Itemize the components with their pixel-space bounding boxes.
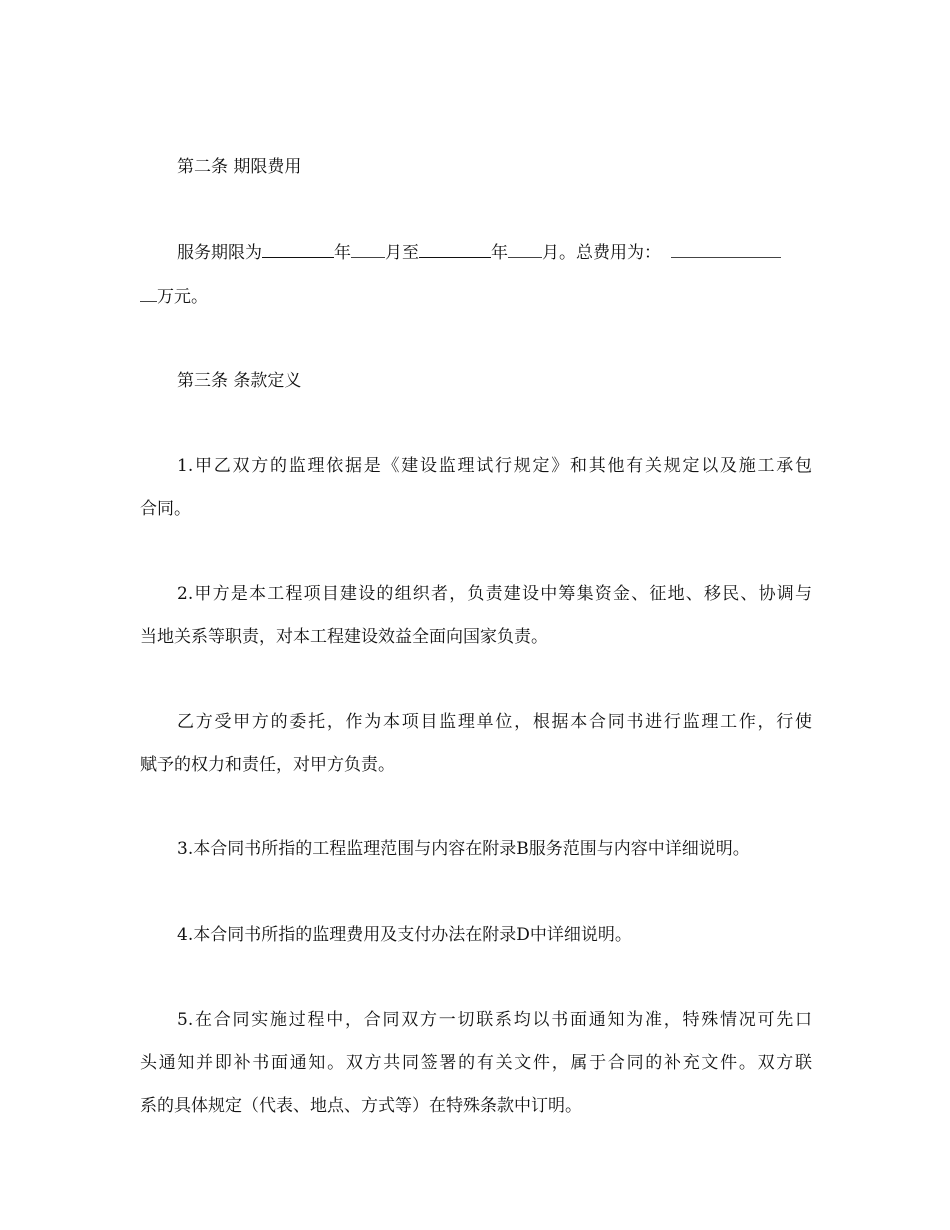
clause-5-line-2: 头通知并即补书面通知。双方共同签署的有关文件，属于合同的补充文件。双方联 (140, 1053, 812, 1073)
article-3-heading: 第三条 条款定义 (177, 371, 302, 391)
year-label: 年 (491, 243, 508, 263)
clause-2b-line-1: 乙方受甲方的委托，作为本项目监理单位，根据本合同书进行监理工作，行使 (177, 712, 812, 732)
start-month-blank[interactable] (351, 243, 385, 258)
total-fee-blank-cont[interactable] (140, 287, 157, 302)
unit-label: 万元。 (157, 287, 208, 307)
article-2-heading: 第二条 期限费用 (177, 157, 302, 177)
total-fee-unit-line (140, 287, 812, 307)
end-month-blank[interactable] (508, 243, 542, 258)
total-fee-label: 月。总费用为： (542, 243, 661, 263)
total-fee-blank[interactable] (671, 243, 781, 258)
clause-5-line-3: 系的具体规定（代表、地点、方式等）在特殊条款中订明。 (140, 1096, 582, 1116)
clause-3: 3.本合同书所指的工程监理范围与内容在附录B服务范围与内容中详细说明。 (177, 839, 750, 859)
service-period-label: 服务期限为 (177, 243, 262, 263)
service-period-line (177, 243, 812, 263)
clause-2-line-1: 2.甲方是本工程项目建设的组织者，负责建设中筹集资金、征地、移民、协调与 (177, 584, 812, 604)
clause-2-line-2: 当地关系等职责，对本工程建设效益全面向国家负责。 (140, 627, 548, 647)
clause-2b-line-2: 赋予的权力和责任，对甲方负责。 (140, 755, 395, 775)
month-to-label: 月至 (385, 243, 419, 263)
clause-1-line-2: 合同。 (140, 499, 191, 519)
year-label: 年 (334, 243, 351, 263)
clause-1-line-1: 1.甲乙双方的监理依据是《建设监理试行规定》和其他有关规定以及施工承包 (177, 456, 812, 476)
end-year-blank[interactable] (419, 243, 491, 258)
clause-4: 4.本合同书所指的监理费用及支付办法在附录D中详细说明。 (177, 925, 632, 945)
start-year-blank[interactable] (262, 243, 334, 258)
clause-5-line-1: 5.在合同实施过程中，合同双方一切联系均以书面通知为准，特殊情况可先口 (177, 1010, 812, 1030)
